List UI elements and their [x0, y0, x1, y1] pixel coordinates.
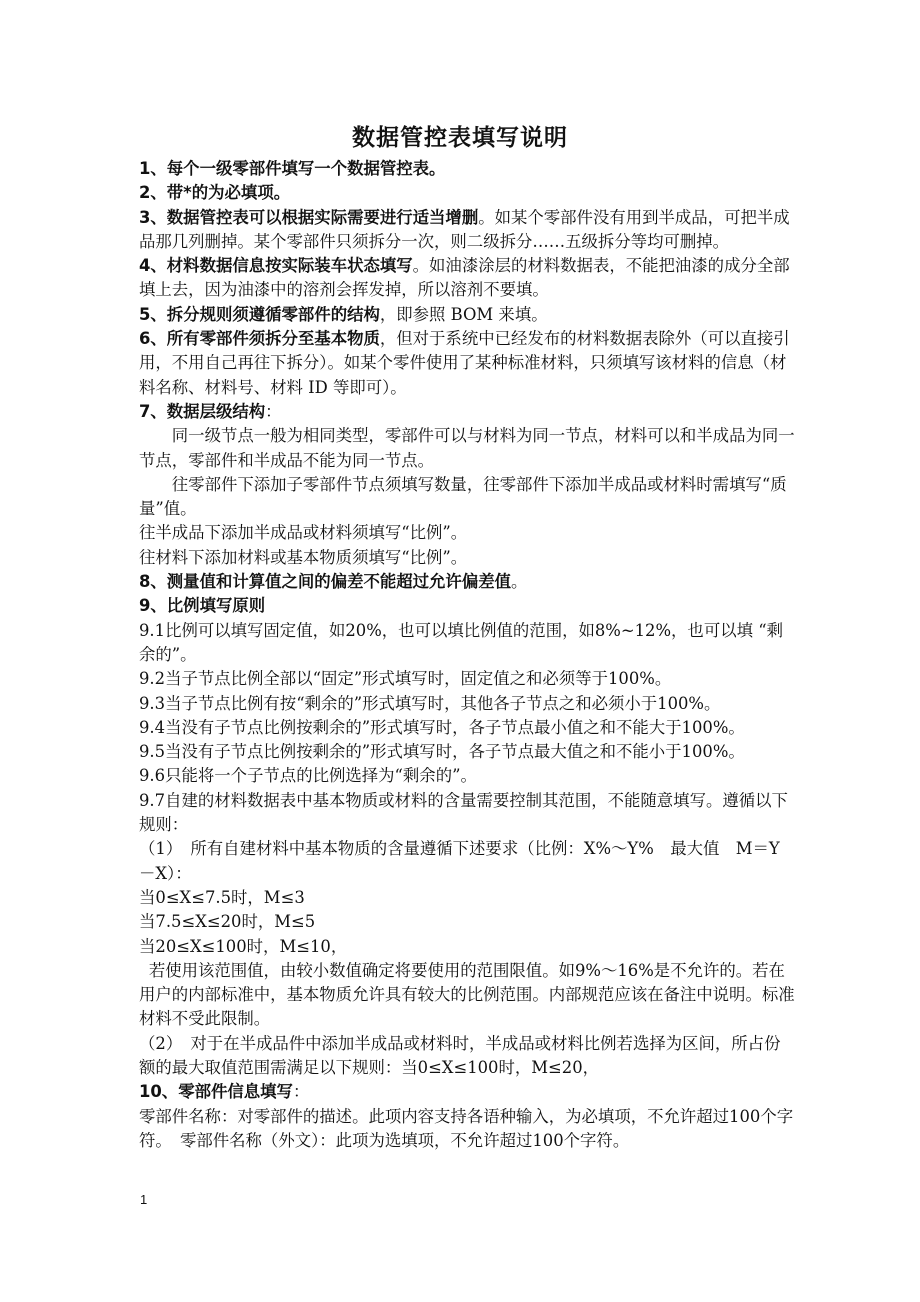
- section-5: [139, 303, 795, 327]
- section-9: [139, 594, 795, 618]
- rule-9-6: 9.6只能将一个子节点的比例选择为“剩余的”。: [139, 766, 477, 786]
- section-8-heading: 8、测量值和计算值之间的偏差不能超过允许偏差值: [139, 572, 511, 592]
- section-1: [139, 157, 795, 181]
- section-7-heading-tail: ：: [265, 401, 282, 421]
- section-7: [139, 400, 795, 424]
- section-5-body: ，即参照 BOM 来填。: [379, 304, 548, 324]
- section-7-heading: 7、数据层级结构: [139, 401, 266, 421]
- document-body: [139, 157, 795, 1153]
- clause-2: （2） 对于在半成品件中添加半成品或材料时，半成品或材料比例若选择为区间，所占份额的最大取值范围需满足以下规则：当0≤X≤100时，M≤20，: [139, 1033, 781, 1077]
- section-2: [139, 181, 795, 205]
- section-10: [139, 1080, 795, 1104]
- clause-1: （1） 所有自建材料中基本物质的含量遵循下述要求（比例：X%～Y% 最大值 M＝Y －X）：: [139, 839, 797, 883]
- section-6: [139, 327, 795, 400]
- rule-9-1: 9.1比例可以填写固定值，如20%，也可以填比例值的范围，如8%~12%，也可以填 “剩余的”。: [139, 620, 783, 664]
- section-6-body: ，但对于系统中已经发布的材料数据表除外（可以直接引用，不用自己再往下拆分）。如某个零件使用了某种标准材料，只须填写该材料的信息（材料名称、材料号、材料 ID 等即可）。: [139, 329, 790, 397]
- section-7-paragraph: 往半成品下添加半成品或材料须填写“比例”。: [139, 523, 468, 543]
- section-10-heading-tail: ：: [292, 1082, 310, 1102]
- section-6-heading: 6、所有零部件须拆分至基本物质: [139, 329, 380, 349]
- section-2-heading: 2、带*的为必填项。: [139, 183, 291, 203]
- section-7-paragraph: 同一级节点一般为相同类型，零部件可以与材料为同一节点，材料可以和半成品为同一节点，零部件和半成品不能为同一节点。: [139, 426, 795, 470]
- rule-9-7: 9.7自建的材料数据表中基本物质或材料的含量需要控制其范围，不能随意填写。遵循以下规则：: [139, 790, 788, 835]
- section-8: [139, 570, 795, 594]
- rule-9-3: 9.3当子节点比例有按“剩余的”形式填写时，其他各子节点之和必须小于100%。: [139, 693, 721, 713]
- section-9-heading: 9、比例填写原则: [139, 596, 266, 616]
- section-7-paragraph: 往材料下添加材料或基本物质须填写“比例”。: [139, 547, 468, 567]
- section-10-paragraph: 零部件名称：对零部件的描述。此项内容支持各语种输入，为必填项，不允许超过100个字符。 零部件名称（外文）：此项为选填项，不允许超过100个字符。: [139, 1106, 794, 1150]
- section-8-body: 。: [511, 572, 528, 592]
- page-title: 数据管控表填写说明: [352, 125, 568, 151]
- page-number: 1: [140, 1192, 148, 1207]
- rule-9-5: 9.5当没有子节点比例按剩余的”形式填写时，各子节点最大值之和不能小于100%。: [139, 742, 745, 762]
- section-4: [139, 254, 795, 303]
- section-7-paragraph: 往零部件下添加子零部件节点须填写数量，往零部件下添加半成品或材料时需填写“质量”值。: [139, 474, 787, 519]
- section-4-heading: 4、材料数据信息按实际装车状态填写: [139, 256, 413, 276]
- section-10-heading: 10、零部件信息填写: [139, 1082, 293, 1102]
- section-3-heading: 3、数据管控表可以根据实际需要进行适当增删: [139, 207, 479, 227]
- section-4-body: 。如油漆涂层的材料数据表，不能把油漆的成分全部填上去，因为油漆中的溶剂会挥发掉，所以溶剂不要填。: [139, 256, 790, 300]
- clause-1-limit: 当7.5≤X≤20时，M≤5: [139, 912, 316, 932]
- clause-1-note: 若使用该范围值，由较小数值确定将要使用的范围限值。如9%～16%是不允许的。若在用户的内部标准中，基本物质允许具有较大的比例范围。内部规范应该在备注中说明。标准材料不受此限制。: [139, 960, 795, 1029]
- clause-1-limit: 当0≤X≤7.5时，M≤3: [139, 887, 305, 907]
- clause-1-limit: 当20≤X≤100时，M≤10，: [139, 936, 348, 956]
- section-3-body: 。如某个零部件没有用到半成品，可把半成品那几列删掉。某个零部件只须拆分一次，则二级拆分……五级拆分等均可删掉。: [139, 207, 790, 251]
- section-1-heading: 1、每个一级零部件填写一个数据管控表。: [139, 159, 446, 178]
- section-5-heading: 5、拆分规则须遵循零部件的结构: [139, 304, 380, 324]
- section-3: [139, 206, 795, 255]
- rule-9-4: 9.4当没有子节点比例按剩余的”形式填写时，各子节点最小值之和不能大于100%。: [139, 717, 745, 737]
- rule-9-2: 9.2当子节点比例全部以“固定”形式填写时，固定值之和必须等于100%。: [139, 669, 672, 689]
